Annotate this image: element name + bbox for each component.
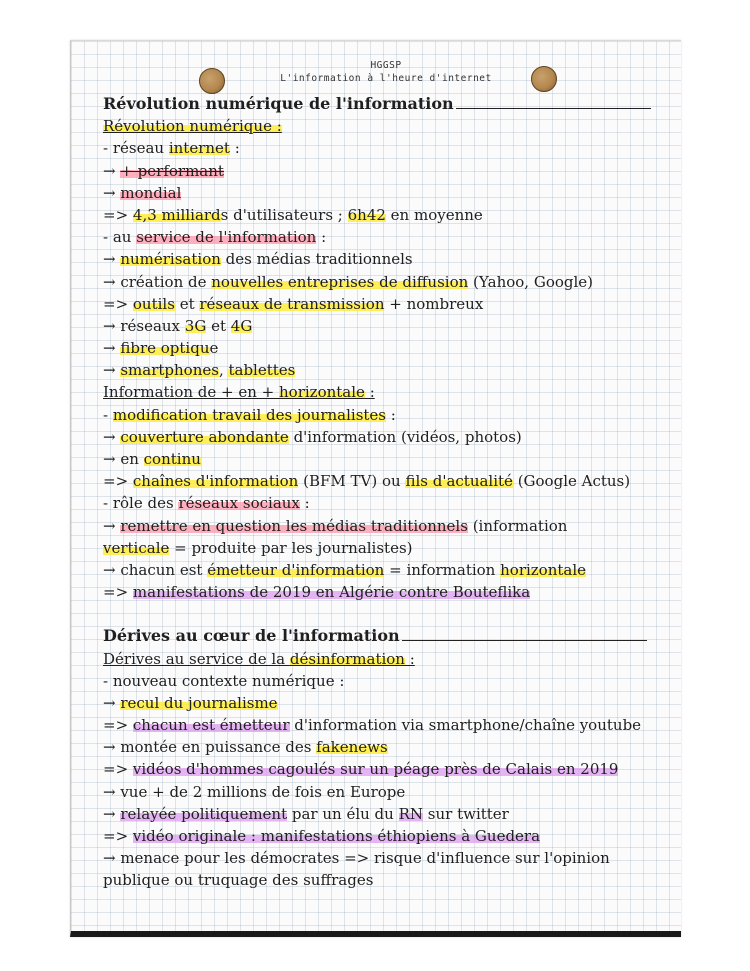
note-line: - réseau internet : bbox=[103, 139, 240, 158]
note-line: => vidéo originale : manifestations éthiopiens à Guedera bbox=[103, 827, 541, 845]
note-line: → relayée politiquement par un élu du RN sur twitter bbox=[103, 804, 509, 823]
note-line: → vue + de 2 millions de fois en Europe bbox=[103, 782, 406, 801]
section-gap bbox=[103, 603, 679, 625]
binder-hole-right bbox=[531, 66, 557, 92]
section2-title: Dérives au cœur de l'information bbox=[103, 625, 679, 647]
note-line: - au service de l'information : bbox=[103, 228, 327, 247]
section2-subtitle: Dérives au service de la désinformation : bbox=[103, 649, 415, 668]
section1-subheading: Information de + en + horizontale : bbox=[103, 383, 375, 402]
note-line: → menace pour les démocrates => risque d'influence sur l'opinion bbox=[103, 849, 610, 868]
note-line: → chacun est émetteur d'information = information horizontale bbox=[103, 560, 587, 579]
note-line: → smartphones, tablettes bbox=[103, 361, 296, 380]
notebook-page bbox=[70, 40, 681, 937]
note-line: verticale = produite par les journalistes) bbox=[103, 538, 413, 557]
note-line: - nouveau contexte numérique : bbox=[103, 671, 345, 690]
note-line: => 4,3 milliards d'utilisateurs ; 6h42 en moyenne bbox=[103, 205, 483, 224]
header-topic: L'information à l'heure d'internet bbox=[280, 73, 492, 84]
binder-hole-left bbox=[199, 68, 225, 94]
page-header bbox=[271, 59, 501, 85]
note-line: - rôle des réseaux sociaux : bbox=[103, 494, 310, 513]
note-line: → recul du journalisme bbox=[103, 693, 278, 712]
section1-subtitle: Révolution numérique : bbox=[103, 117, 282, 136]
note-line: → numérisation des médias traditionnels bbox=[103, 250, 413, 269]
note-line: → réseaux 3G et 4G bbox=[103, 316, 253, 335]
note-line: → mondial bbox=[103, 183, 182, 202]
note-line: → en continu bbox=[103, 450, 201, 468]
note-line: → + performant bbox=[103, 161, 224, 180]
note-line: → remettre en question les médias traditionnels (information bbox=[103, 516, 568, 535]
note-line: → montée en puissance des fakenews bbox=[103, 738, 388, 757]
note-line: - modification travail des journalistes : bbox=[103, 405, 396, 424]
note-line: → fibre optique bbox=[103, 339, 219, 358]
note-line: => manifestations de 2019 en Algérie contre Bouteflika bbox=[103, 583, 531, 602]
note-line: => chaînes d'information (BFM TV) ou fils d'actualité (Google Actus) bbox=[103, 472, 631, 491]
note-line: → création de nouvelles entreprises de diffusion (Yahoo, Google) bbox=[103, 272, 594, 291]
section1-title: Révolution numérique de l'information bbox=[103, 93, 679, 115]
note-line: publique ou truquage des suffrages bbox=[103, 871, 374, 890]
note-line: → couverture abondante d'information (vidéos, photos) bbox=[103, 427, 522, 446]
notes-content bbox=[103, 93, 679, 892]
note-line: => chacun est émetteur d'information via smartphone/chaîne youtube bbox=[103, 716, 642, 735]
note-line: => outils et réseaux de transmission + nombreux bbox=[103, 294, 484, 313]
note-line: => vidéos d'hommes cagoulés sur un péage près de Calais en 2019 bbox=[103, 760, 619, 779]
header-subject: HGGSP bbox=[370, 60, 402, 71]
